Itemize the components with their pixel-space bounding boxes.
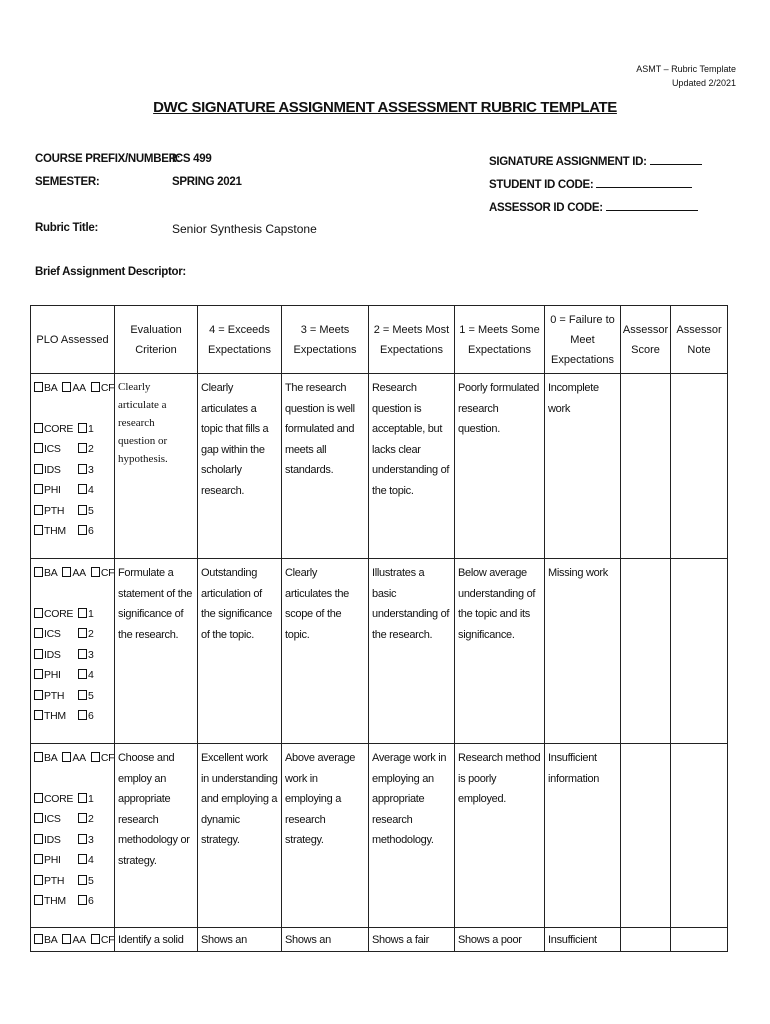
checkbox-2[interactable] [78,628,87,638]
assessor-score-cell[interactable] [621,559,671,744]
option-thm-label: THM [44,895,66,907]
checkbox-ics[interactable] [34,628,43,638]
checkbox-3[interactable] [78,834,87,844]
option-2-label: 2 [88,628,94,640]
assessor-score-cell[interactable] [621,928,671,952]
plo-cell [31,374,115,559]
option-ics-label: ICS [44,628,61,640]
assessor-note-cell[interactable] [671,374,728,559]
header-assessor-score: Assessor Score [621,306,671,374]
checkbox-5[interactable] [78,875,87,885]
option-3-label: 3 [88,463,94,476]
option-ba-label: BA [44,567,58,579]
checkbox-core[interactable] [34,608,43,618]
score-0-cell [545,559,621,744]
score-1-text: Research method is poorly employed. [458,752,541,805]
checkbox-ba[interactable] [34,382,43,392]
option-core-label: CORE [44,422,74,435]
option-cf-label: CF [100,934,115,946]
table-row [31,744,728,928]
score-0-text: Insufficient [548,934,597,946]
signature-id-field [489,153,702,168]
score-2-text: Research question is acceptable, but lacks clear understanding of the topic. [372,382,450,497]
assessor-note-cell[interactable] [671,928,728,952]
table-row [31,928,728,952]
option-2-label: 2 [88,443,94,455]
checkbox-ids[interactable] [34,834,43,844]
checkbox-phi[interactable] [34,854,43,864]
option-pth-label: PTH [44,689,65,702]
checkbox-pth[interactable] [34,505,43,515]
score-0-cell [545,374,621,559]
score-3-cell [282,374,369,559]
option-3-label: 3 [88,833,94,846]
option-4-label: 4 [88,669,94,681]
score-2-text: Illustrates a basic understanding of the research. [372,567,450,641]
score-1-cell [455,928,545,952]
checkbox-2[interactable] [78,813,87,823]
semester-value: SPRING 2021 [172,176,242,188]
score-0-cell [545,928,621,952]
header-note-line2: Updated 2/2021 [671,78,736,88]
checkbox-cf[interactable] [91,752,100,762]
option-ba-label: BA [44,752,58,764]
criterion-cell [115,928,198,952]
checkbox-ids[interactable] [34,464,43,474]
rubric-title-label: Rubric Title: [35,222,98,234]
checkbox-3[interactable] [78,649,87,659]
table-row [31,374,728,559]
score-4-cell [198,374,282,559]
option-phi-label: PHI [44,669,61,681]
score-2-text: Shows a fair [372,934,429,946]
score-4-cell [198,744,282,928]
header-0: 0 = Failure to Meet Expectations [545,306,621,374]
checkbox-1[interactable] [78,423,87,433]
header-criterion: Evaluation Criterion [115,306,198,374]
checkbox-cf[interactable] [91,934,100,944]
checkbox-thm[interactable] [34,895,43,905]
option-5-label: 5 [88,504,94,517]
checkbox-cf[interactable] [91,567,100,577]
header-plo: PLO Assessed [31,306,115,374]
option-1-label: 1 [88,792,94,805]
option-6-label: 6 [88,710,94,722]
option-aa-label: AA [72,934,86,946]
score-3-cell [282,928,369,952]
score-0-cell [545,744,621,928]
option-1-label: 1 [88,422,94,435]
score-4-text: Clearly articulates a topic that fills a gap within the scholarly research. [201,382,269,497]
checkbox-ics[interactable] [34,443,43,453]
score-1-text: Shows a poor [458,934,522,946]
header-assessor-note: Assessor Note [671,306,728,374]
page-title: DWC SIGNATURE ASSIGNMENT ASSESSMENT RUBRIC TEMPLATE [153,99,617,116]
score-4-cell [198,928,282,952]
student-id-blank [596,176,692,188]
header-note-line1: ASMT – Rubric Template [636,64,736,74]
assessor-id-field [489,199,698,214]
checkbox-ba[interactable] [34,752,43,762]
rubric-table [30,305,728,952]
checkbox-6[interactable] [78,710,87,720]
score-0-text: Insufficient information [548,752,600,785]
score-0-text: Incomplete work [548,382,599,415]
plo-cell [31,928,115,952]
option-core-label: CORE [44,792,74,805]
checkbox-3[interactable] [78,464,87,474]
checkbox-4[interactable] [78,854,87,864]
score-2-text: Average work in employing an appropriate research methodology. [372,752,447,846]
option-thm-label: THM [44,525,66,537]
checkbox-phi[interactable] [34,484,43,494]
score-1-cell [455,559,545,744]
checkbox-aa[interactable] [62,382,71,392]
assessor-score-cell[interactable] [621,374,671,559]
plo-cell [31,559,115,744]
option-1-label: 1 [88,607,94,620]
option-ba-label: BA [44,382,58,394]
checkbox-aa[interactable] [62,934,71,944]
assessor-score-cell[interactable] [621,744,671,928]
score-3-cell [282,559,369,744]
student-id-label: STUDENT ID CODE: [489,179,594,191]
option-ids-label: IDS [44,648,61,661]
option-3-label: 3 [88,648,94,661]
option-core-label: CORE [44,607,74,620]
header-4: 4 = Exceeds Expectations [198,306,282,374]
checkbox-thm[interactable] [34,710,43,720]
rubric-header-row [31,306,728,374]
checkbox-pth[interactable] [34,690,43,700]
checkbox-pth[interactable] [34,875,43,885]
header-1: 1 = Meets Some Expectations [455,306,545,374]
score-1-cell [455,374,545,559]
assessor-note-cell[interactable] [671,744,728,928]
score-2-cell [369,928,455,952]
checkbox-thm[interactable] [34,525,43,535]
option-aa-label: AA [72,567,86,579]
checkbox-5[interactable] [78,505,87,515]
assessor-note-cell[interactable] [671,559,728,744]
checkbox-aa[interactable] [62,752,71,762]
option-cf-label: CF [100,382,115,394]
score-3-text: The research question is well formulated and meets all standards. [285,382,355,476]
checkbox-6[interactable] [78,525,87,535]
criterion-text: Identify a solid [118,934,184,946]
option-pth-label: PTH [44,874,65,887]
option-ics-label: ICS [44,813,61,825]
option-aa-label: AA [72,752,86,764]
option-5-label: 5 [88,874,94,887]
option-ics-label: ICS [44,443,61,455]
option-thm-label: THM [44,710,66,722]
score-4-text: Shows an [201,934,247,946]
option-cf-label: CF [100,752,115,764]
score-3-text: Above average work in employing a research strategy. [285,752,356,846]
score-1-text: Below average understanding of the topic and its significance. [458,567,536,641]
checkbox-ba[interactable] [34,567,43,577]
brief-descriptor-label: Brief Assignment Descriptor: [35,266,186,278]
checkbox-cf[interactable] [91,382,100,392]
course-value: ICS 499 [172,153,212,165]
score-3-text: Shows an [285,934,331,946]
checkbox-aa[interactable] [62,567,71,577]
score-2-cell [369,559,455,744]
assessor-id-blank [606,199,698,211]
assessor-id-label: ASSESSOR ID CODE: [489,202,603,214]
option-phi-label: PHI [44,854,61,866]
checkbox-ba[interactable] [34,934,43,944]
signature-id-label: SIGNATURE ASSIGNMENT ID: [489,156,647,168]
score-2-cell [369,374,455,559]
option-aa-label: AA [72,382,86,394]
score-3-text: Clearly articulates the scope of the topic. [285,567,349,641]
checkbox-4[interactable] [78,484,87,494]
rubric-title-value: Senior Synthesis Capstone [172,222,317,236]
header-2: 2 = Meets Most Expectations [369,306,455,374]
option-4-label: 4 [88,854,94,866]
option-6-label: 6 [88,895,94,907]
option-2-label: 2 [88,813,94,825]
option-ids-label: IDS [44,463,61,476]
checkbox-2[interactable] [78,443,87,453]
plo-cell [31,744,115,928]
score-3-cell [282,744,369,928]
score-4-cell [198,559,282,744]
criterion-text: Choose and employ an appropriate research methodology or strategy. [118,752,190,867]
table-row [31,559,728,744]
checkbox-phi[interactable] [34,669,43,679]
option-ba-label: BA [44,934,58,946]
criterion-cell [115,744,198,928]
option-phi-label: PHI [44,484,61,496]
checkbox-core[interactable] [34,793,43,803]
header-3: 3 = Meets Expectations [282,306,369,374]
option-ids-label: IDS [44,833,61,846]
checkbox-6[interactable] [78,895,87,905]
header-note [636,62,736,90]
checkbox-1[interactable] [78,608,87,618]
option-4-label: 4 [88,484,94,496]
score-4-text: Outstanding articulation of the significance of the topic. [201,567,273,641]
checkbox-1[interactable] [78,793,87,803]
option-5-label: 5 [88,689,94,702]
criterion-text: Clearly articulate a research question or hypothesis. [118,381,168,465]
semester-label: SEMESTER: [35,176,100,188]
criterion-cell [115,559,198,744]
score-2-cell [369,744,455,928]
score-4-text: Excellent work in understanding and employing a dynamic strategy. [201,752,278,846]
student-id-field [489,176,692,191]
score-1-cell [455,744,545,928]
score-0-text: Missing work [548,567,608,579]
score-1-text: Poorly formulated research question. [458,382,540,435]
checkbox-4[interactable] [78,669,87,679]
criterion-text: Formulate a statement of the significance of the research. [118,567,193,641]
option-6-label: 6 [88,525,94,537]
signature-id-blank [650,153,702,165]
criterion-cell [115,374,198,559]
option-cf-label: CF [100,567,115,579]
checkbox-ids[interactable] [34,649,43,659]
checkbox-core[interactable] [34,423,43,433]
course-label: COURSE PREFIX/NUMBER: [35,153,181,165]
option-pth-label: PTH [44,504,65,517]
checkbox-5[interactable] [78,690,87,700]
checkbox-ics[interactable] [34,813,43,823]
